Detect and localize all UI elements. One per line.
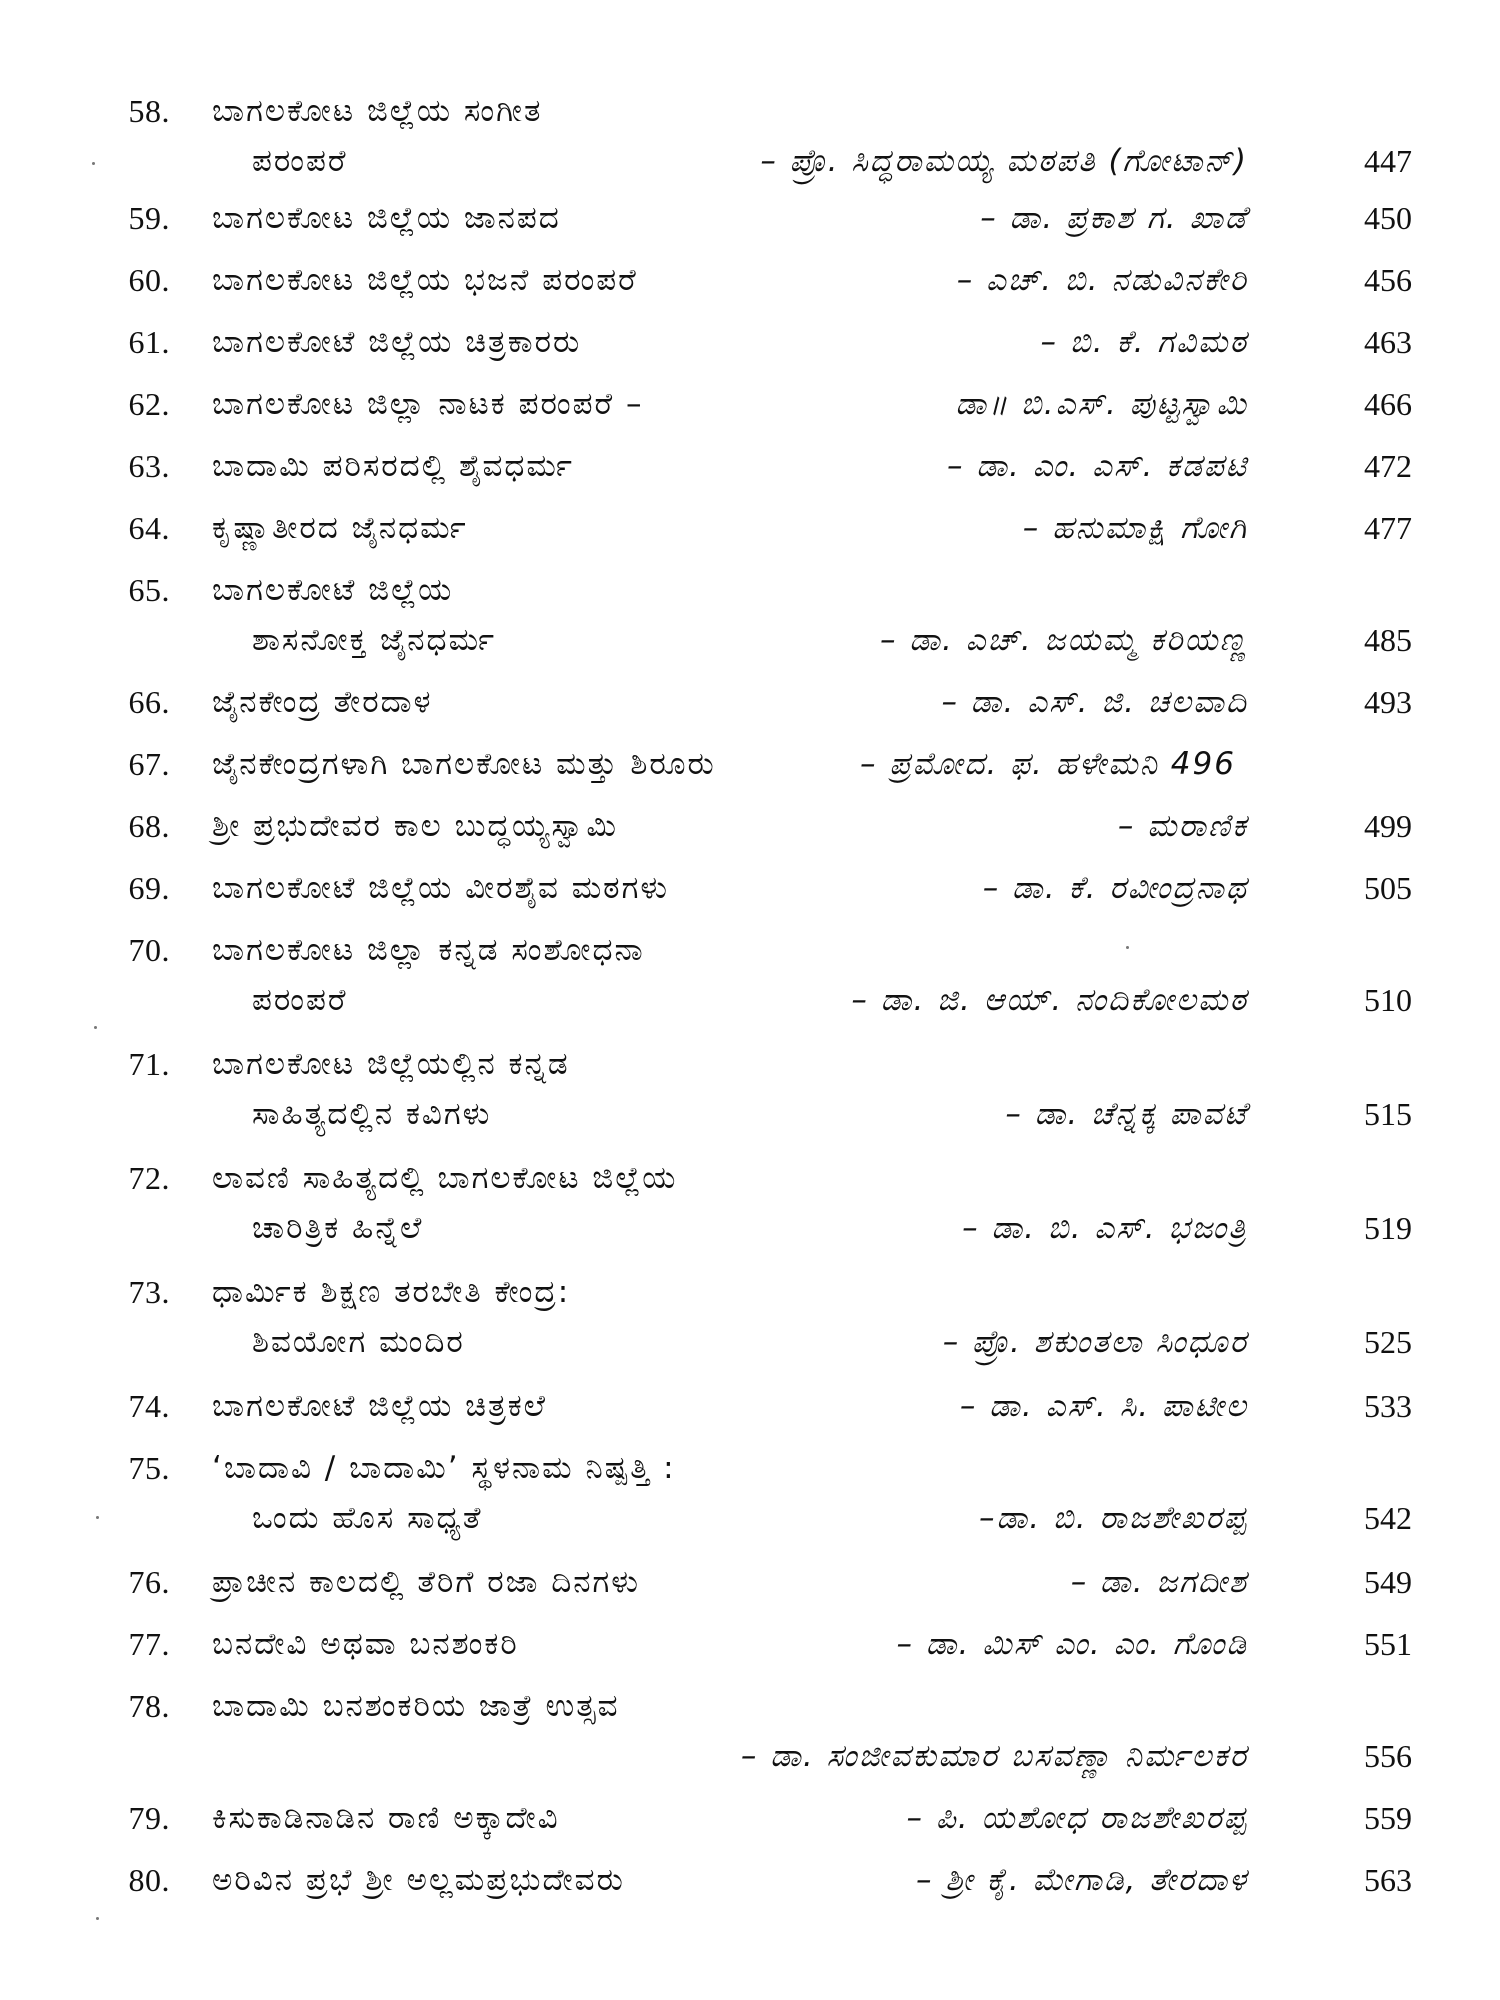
entry-number: 69. bbox=[128, 870, 170, 906]
toc-entry-line bbox=[0, 1793, 1500, 1843]
entry-number: 73. bbox=[128, 1274, 170, 1310]
toc-entry-line bbox=[0, 1855, 1500, 1905]
entry-title: ಬಾದಾಮಿ ಬನಶಂಕರಿಯ ಜಾತ್ರೆ ಉತ್ಸವ bbox=[212, 1688, 620, 1724]
toc-entry-line bbox=[0, 1731, 1500, 1781]
entry-title: ಬಾಗಲಕೋಟೆ ಜಿಲ್ಲೆಯ bbox=[212, 572, 454, 608]
entry-title: ಬನದೇವಿ ಅಥವಾ ಬನಶಂಕರಿ bbox=[212, 1626, 519, 1662]
toc-entry-line bbox=[0, 677, 1500, 727]
toc-entry-line bbox=[0, 739, 1500, 789]
entry-page-number: 472 bbox=[1364, 448, 1412, 484]
entry-page-number: 499 bbox=[1364, 808, 1412, 844]
scan-speck bbox=[92, 162, 95, 165]
entry-number: 72. bbox=[128, 1160, 170, 1196]
toc-entry-line bbox=[0, 1317, 1500, 1367]
entry-number: 78. bbox=[128, 1688, 170, 1724]
entry-page-number: 477 bbox=[1364, 510, 1412, 546]
entry-title: ಪ್ರಾಚೀನ ಕಾಲದಲ್ಲಿ ತೆರಿಗೆ ರಜಾ ದಿನಗಳು bbox=[212, 1564, 640, 1600]
entry-title: ಬಾಗಲಕೋಟ ಜಿಲ್ಲೆಯಲ್ಲಿನ ಕನ್ನಡ bbox=[212, 1046, 570, 1082]
entry-number: 66. bbox=[128, 684, 170, 720]
scan-speck bbox=[94, 1026, 97, 1029]
entry-author: – ಎಚ್. ಬಿ. ನಡುವಿನಕೇರಿ bbox=[956, 262, 1248, 298]
scan-speck bbox=[1126, 946, 1129, 949]
entry-number: 71. bbox=[128, 1046, 170, 1082]
entry-number: 68. bbox=[128, 808, 170, 844]
entry-author: – ಪ್ರೊ. ಶಕುಂತಲಾ ಸಿಂಧೂರ bbox=[942, 1324, 1248, 1360]
entry-page-number: 447 bbox=[1364, 143, 1412, 179]
toc-entry-line bbox=[0, 1619, 1500, 1669]
entry-page-number: 542 bbox=[1364, 1500, 1412, 1536]
entry-author: – ಡಾ. ಜಗದೀಶ bbox=[1070, 1564, 1248, 1600]
entry-number: 58. bbox=[128, 93, 170, 129]
entry-author: – ಪ್ರಮೋದ. ಫ. ಹಳೇಮನಿ 496 bbox=[860, 746, 1236, 782]
entry-number: 59. bbox=[128, 200, 170, 236]
scan-speck bbox=[96, 1516, 99, 1519]
entry-title: ಪರಂಪರೆ bbox=[252, 982, 348, 1018]
toc-entry-line bbox=[0, 136, 1500, 186]
entry-page-number: 493 bbox=[1364, 684, 1412, 720]
entry-number: 65. bbox=[128, 572, 170, 608]
entry-author: – ಡಾ. ಎಸ್. ಸಿ. ಪಾಟೀಲ bbox=[959, 1388, 1248, 1424]
entry-title: ಬಾಗಲಕೋಟ ಜಿಲ್ಲೆಯ ಜಾನಪದ bbox=[212, 200, 561, 236]
toc-entry-line bbox=[0, 863, 1500, 913]
entry-page-number: 525 bbox=[1364, 1324, 1412, 1360]
entry-title: ಶಿವಯೋಗ ಮಂದಿರ bbox=[252, 1324, 465, 1360]
entry-page-number: 551 bbox=[1364, 1626, 1412, 1662]
entry-title: ಬಾಗಲಕೋಟ ಜಿಲ್ಲೆಯ ಭಜನೆ ಪರಂಪರೆ bbox=[212, 262, 638, 298]
entry-number: 63. bbox=[128, 448, 170, 484]
toc-entry-line bbox=[0, 86, 1500, 136]
entry-page-number: 456 bbox=[1364, 262, 1412, 298]
entry-number: 76. bbox=[128, 1564, 170, 1600]
toc-entry-line bbox=[0, 441, 1500, 491]
entry-title: ಪರಂಪರೆ bbox=[252, 143, 348, 179]
entry-title: ಅರಿವಿನ ಪ್ರಭೆ ಶ್ರೀ ಅಲ್ಲಮಪ್ರಭುದೇವರು bbox=[212, 1862, 625, 1898]
entry-number: 77. bbox=[128, 1626, 170, 1662]
entry-author: – ಡಾ. ಪ್ರಕಾಶ ಗ. ಖಾಡೆ bbox=[980, 200, 1248, 236]
entry-number: 67. bbox=[128, 746, 170, 782]
entry-page-number: 519 bbox=[1364, 1210, 1412, 1246]
entry-number: 80. bbox=[128, 1862, 170, 1898]
entry-title: ಬಾದಾಮಿ ಪರಿಸರದಲ್ಲಿ ಶೈವಧರ್ಮ bbox=[212, 448, 574, 484]
entry-title: ಶ್ರೀ ಪ್ರಭುದೇವರ ಕಾಲ ಬುದ್ಧಯ್ಯಸ್ವಾಮಿ bbox=[212, 808, 619, 844]
toc-entry-line bbox=[0, 975, 1500, 1025]
entry-page-number: 563 bbox=[1364, 1862, 1412, 1898]
toc-entry-line bbox=[0, 1557, 1500, 1607]
entry-author: ಡಾ॥ ಬಿ.ಎಸ್. ಪುಟ್ಟಸ್ವಾಮಿ bbox=[955, 386, 1248, 422]
toc-entry-line bbox=[0, 925, 1500, 975]
entry-title: ಒಂದು ಹೊಸ ಸಾಧ್ಯತೆ bbox=[252, 1500, 483, 1536]
toc-entry-line bbox=[0, 1443, 1500, 1493]
entry-author: – ಡಾ. ಸಂಜೀವಕುಮಾರ ಬಸವಣ್ಣಾ ನಿರ್ಮಲಕರ bbox=[740, 1738, 1248, 1774]
entry-page-number: 556 bbox=[1364, 1738, 1412, 1774]
toc-entry-line bbox=[0, 503, 1500, 553]
entry-page-number: 505 bbox=[1364, 870, 1412, 906]
entry-title: ಬಾಗಲಕೋಟ ಜಿಲ್ಲಾ ಕನ್ನಡ ಸಂಶೋಧನಾ bbox=[212, 932, 645, 968]
entry-title: ಜೈನಕೇಂದ್ರ ತೇರದಾಳ bbox=[212, 684, 433, 720]
entry-title: ಬಾಗಲಕೋಟ ಜಿಲ್ಲಾ ನಾಟಕ ಪರಂಪರೆ – bbox=[212, 386, 644, 422]
entry-number: 62. bbox=[128, 386, 170, 422]
entry-page-number: 510 bbox=[1364, 982, 1412, 1018]
entry-title: ಬಾಗಲಕೋಟೆ ಜಿಲ್ಲೆಯ ಚಿತ್ರಕಲೆ bbox=[212, 1388, 548, 1424]
entry-author: – ಡಾ. ಎಂ. ಎಸ್. ಕಡಪಟಿ bbox=[946, 448, 1248, 484]
toc-entry-line bbox=[0, 1039, 1500, 1089]
entry-author: – ಡಾ. ಕೆ. ರವೀಂದ್ರನಾಥ bbox=[982, 870, 1248, 906]
toc-entry-line bbox=[0, 1203, 1500, 1253]
entry-page-number: 533 bbox=[1364, 1388, 1412, 1424]
entry-page-number: 549 bbox=[1364, 1564, 1412, 1600]
entry-page-number: 515 bbox=[1364, 1096, 1412, 1132]
entry-number: 60. bbox=[128, 262, 170, 298]
entry-author: – ಪ್ರೊ. ಸಿದ್ಧರಾಮಯ್ಯ ಮಠಪತಿ (ಗೋಟಾನ್) bbox=[760, 143, 1248, 179]
entry-author: –ಡಾ. ಬಿ. ರಾಜಶೇಖರಪ್ಪ bbox=[979, 1500, 1248, 1536]
toc-entry-line bbox=[0, 1267, 1500, 1317]
toc-entry-line bbox=[0, 317, 1500, 367]
entry-title: ಕಿಸುಕಾಡಿನಾಡಿನ ರಾಣಿ ಅಕ್ಕಾದೇವಿ bbox=[212, 1800, 560, 1836]
entry-title: ಬಾಗಲಕೋಟೆ ಜಿಲ್ಲೆಯ ಚಿತ್ರಕಾರರು bbox=[212, 324, 582, 360]
toc-entry-line bbox=[0, 615, 1500, 665]
entry-page-number: 463 bbox=[1364, 324, 1412, 360]
entry-author: – ಹನುಮಾಕ್ಷಿ ಗೋಗಿ bbox=[1022, 510, 1248, 546]
entry-page-number: 559 bbox=[1364, 1800, 1412, 1836]
entry-page-number: 450 bbox=[1364, 200, 1412, 236]
entry-title: ಲಾವಣಿ ಸಾಹಿತ್ಯದಲ್ಲಿ ಬಾಗಲಕೋಟ ಜಿಲ್ಲೆಯ bbox=[212, 1160, 678, 1196]
entry-author: – ಡಾ. ಎಸ್. ಜಿ. ಚಲವಾದಿ bbox=[941, 684, 1248, 720]
entry-number: 70. bbox=[128, 932, 170, 968]
toc-entry-line bbox=[0, 379, 1500, 429]
entry-title: ಶಾಸನೋಕ್ತ ಜೈನಧರ್ಮ bbox=[252, 622, 497, 658]
entry-number: 75. bbox=[128, 1450, 170, 1486]
entry-title: ಕೃಷ್ಣಾತೀರದ ಜೈನಧರ್ಮ bbox=[212, 510, 468, 546]
toc-entry-line bbox=[0, 1381, 1500, 1431]
entry-number: 74. bbox=[128, 1388, 170, 1424]
entry-author: – ಡಾ. ಜಿ. ಆಯ್. ನಂದಿಕೋಲಮಠ bbox=[851, 982, 1248, 1018]
entry-number: 61. bbox=[128, 324, 170, 360]
entry-author: – ಡಾ. ಬಿ. ಎಸ್. ಭಜಂತ್ರಿ bbox=[962, 1210, 1248, 1246]
toc-entry-line bbox=[0, 1153, 1500, 1203]
entry-author: – ಶ್ರೀ ಕೈ. ಮೇಗಾಡಿ, ತೇರದಾಳ bbox=[916, 1862, 1248, 1898]
toc-entry-line bbox=[0, 1493, 1500, 1543]
scan-speck bbox=[96, 1917, 99, 1920]
entry-author: – ಡಾ. ಮಿಸ್ ಎಂ. ಎಂ. ಗೊಂಡಿ bbox=[896, 1626, 1248, 1662]
entry-page-number: 466 bbox=[1364, 386, 1412, 422]
entry-author: – ಬಿ. ಕೆ. ಗವಿಮಠ bbox=[1040, 324, 1248, 360]
entry-title: ಚಾರಿತ್ರಿಕ ಹಿನ್ನೆಲೆ bbox=[252, 1210, 424, 1246]
entry-author: – ಡಾ. ಚೆನ್ನಕ್ಕ ಪಾವಟೆ bbox=[1005, 1096, 1248, 1132]
toc-entry-line bbox=[0, 801, 1500, 851]
entry-author: – ಡಾ. ಎಚ್. ಜಯಮ್ಮ ಕರಿಯಣ್ಣ bbox=[879, 622, 1248, 658]
entry-author: – ಮರಾಣಿಕ bbox=[1117, 808, 1248, 844]
toc-entry-line bbox=[0, 193, 1500, 243]
toc-entry-line bbox=[0, 255, 1500, 305]
toc-entry-line bbox=[0, 1681, 1500, 1731]
entry-author: – ಪಿ. ಯಶೋಧ ರಾಜಶೇಖರಪ್ಪ bbox=[906, 1800, 1248, 1836]
entry-title: ಬಾಗಲಕೋಟೆ ಜಿಲ್ಲೆಯ ವೀರಶೈವ ಮಠಗಳು bbox=[212, 870, 670, 906]
entry-title: ಧಾರ್ಮಿಕ ಶಿಕ್ಷಣ ತರಬೇತಿ ಕೇಂದ್ರ: bbox=[212, 1274, 571, 1310]
entry-title: ‘ಬಾದಾವಿ / ಬಾದಾಮಿ’ ಸ್ಥಳನಾಮ ನಿಷ್ಪತ್ತಿ : bbox=[212, 1450, 676, 1486]
entry-number: 79. bbox=[128, 1800, 170, 1836]
entry-title: ಜೈನಕೇಂದ್ರಗಳಾಗಿ ಬಾಗಲಕೋಟ ಮತ್ತು ಶಿರೂರು bbox=[212, 746, 716, 782]
entry-title: ಬಾಗಲಕೋಟ ಜಿಲ್ಲೆಯ ಸಂಗೀತ bbox=[212, 93, 543, 129]
entry-title: ಸಾಹಿತ್ಯದಲ್ಲಿನ ಕವಿಗಳು bbox=[252, 1096, 492, 1132]
entry-page-number: 485 bbox=[1364, 622, 1412, 658]
toc-entry-line bbox=[0, 1089, 1500, 1139]
entry-number: 64. bbox=[128, 510, 170, 546]
toc-entry-line bbox=[0, 565, 1500, 615]
